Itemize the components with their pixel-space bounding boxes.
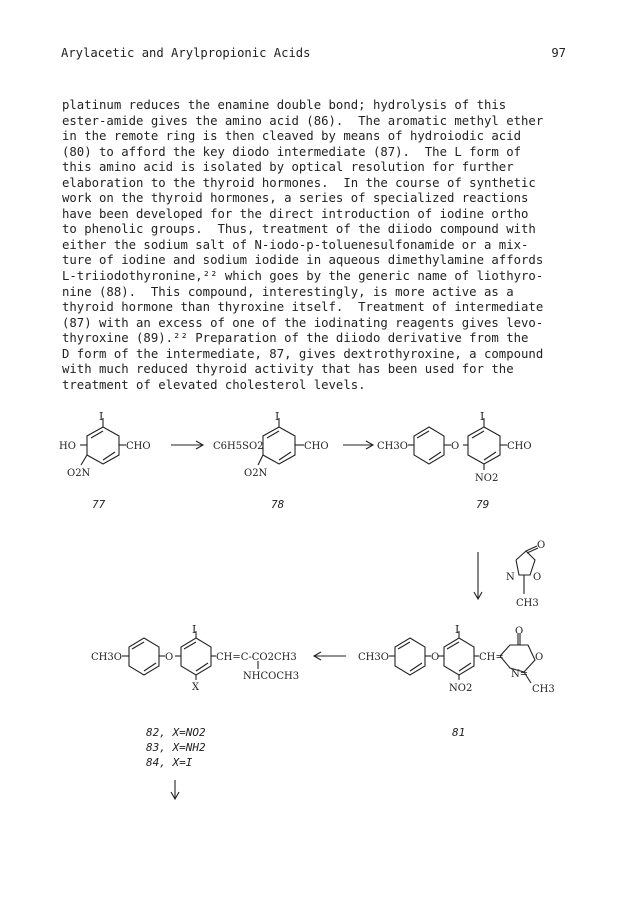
c82-iodine: I [192,623,197,636]
reagent-o-ring: O [533,572,542,583]
ring-82a [129,638,159,675]
text-line: thyroxine (89).²² Preparation of the diiodo derivative from the [62,331,529,346]
ring-82b [181,638,211,675]
c79-iodine: I [480,410,485,423]
label-81: 81 [452,726,466,739]
reagent-ch3: CH3 [516,598,539,609]
text-line: have been developed for the direct introduction of iodine ortho [62,206,529,221]
ring-81b [444,638,474,675]
text-line: L-triiodothyronine,²² which goes by the generic name of liothyro- [62,269,544,284]
text-line: either the sodium salt of N-iodo-p-toluenesulfonamide or a mix- [62,237,529,252]
ring-81a [395,638,425,675]
text-line: platinum reduces the enamine double bond; hydrolysis of this [62,98,507,112]
text-line: nine (88). This compound, interestingly, is more active as a [62,284,514,299]
label-84: 84, X=I [146,756,193,769]
c82-chain: CH=C-CO2CH3 [216,652,297,663]
c82-o: O [165,652,174,663]
text-line: to phenolic groups. Thus, treatment of the diiodo compound with [62,222,536,237]
c81-ch: CH= [479,652,504,663]
text-line: (87) with an excess of one of the iodinating reagents gives levo- [62,315,544,330]
c79-cho: CHO [507,441,532,452]
text-line: ester-amide gives the amino acid (86). The aromatic methyl ether [62,113,544,128]
label-78: 78 [271,498,285,511]
label-77: 77 [92,498,106,511]
text-line: elaboration to the thyroid hormones. In the course of synthetic [62,175,536,190]
c78-sulfonyl: C6H5SO2 [213,441,264,452]
ring-77 [87,427,119,464]
c81-iodine: I [455,623,460,636]
text-line: (80) to afford the key diodo intermediate (87). The L form of [62,144,522,159]
ring-78 [263,427,295,464]
text-line: this amino acid is isolated by optical resolution for further [62,160,514,175]
c81-ch3: CH3 [532,684,555,695]
c77-ho: HO [59,441,76,452]
c81-n: N= [511,669,529,680]
c79-no2: NO2 [475,473,499,484]
running-title: Arylacetic and Arylpropionic Acids [61,46,311,60]
c78-iodine: I [275,410,280,423]
text-line: in the remote ring is then cleaved by means of hydroiodic acid [62,129,522,144]
label-82: 82, X=NO2 [146,726,206,739]
text-line: D form of the intermediate, 87, gives dextrothyroxine, a compound [62,346,544,361]
c82-nhcoch3: NHCOCH3 [243,671,300,682]
text-line: with much reduced thyroid activity that has been used for the [62,362,514,377]
c78-cho: CHO [304,441,329,452]
c79-o: O [451,441,460,452]
page-number: 97 [551,46,566,60]
reagent-o-top: O [537,540,546,551]
c82-x: X [192,682,200,693]
c77-cho: CHO [126,441,151,452]
c82-ch3o: CH3O [91,652,122,663]
c77-o2n: O2N [67,468,91,479]
c79-ch3o: CH3O [377,441,408,452]
ring-79b [468,427,500,464]
label-83: 83, X=NH2 [146,741,206,754]
ring-79a [414,427,444,464]
text-line: work on the thyroid hormones, a series of specialized reactions [62,191,529,206]
c81-ch3o: CH3O [358,652,389,663]
c77-iodine: I [99,410,104,423]
text-line: treatment of elevated cholesterol levels. [62,377,366,392]
text-line: ture of iodine and sodium iodide in aqueous dimethylamine affords [62,253,544,268]
c81-o: O [431,652,440,663]
label-79: 79 [476,498,490,511]
c81-o-top: O [515,626,524,637]
reagent-n: N [506,572,515,583]
c81-no2: NO2 [449,683,473,694]
c81-o-ring: O [535,652,544,663]
c78-o2n: O2N [244,468,268,479]
text-line: thyroid hormone than thyroxine itself. Treatment of intermediate [62,300,544,315]
